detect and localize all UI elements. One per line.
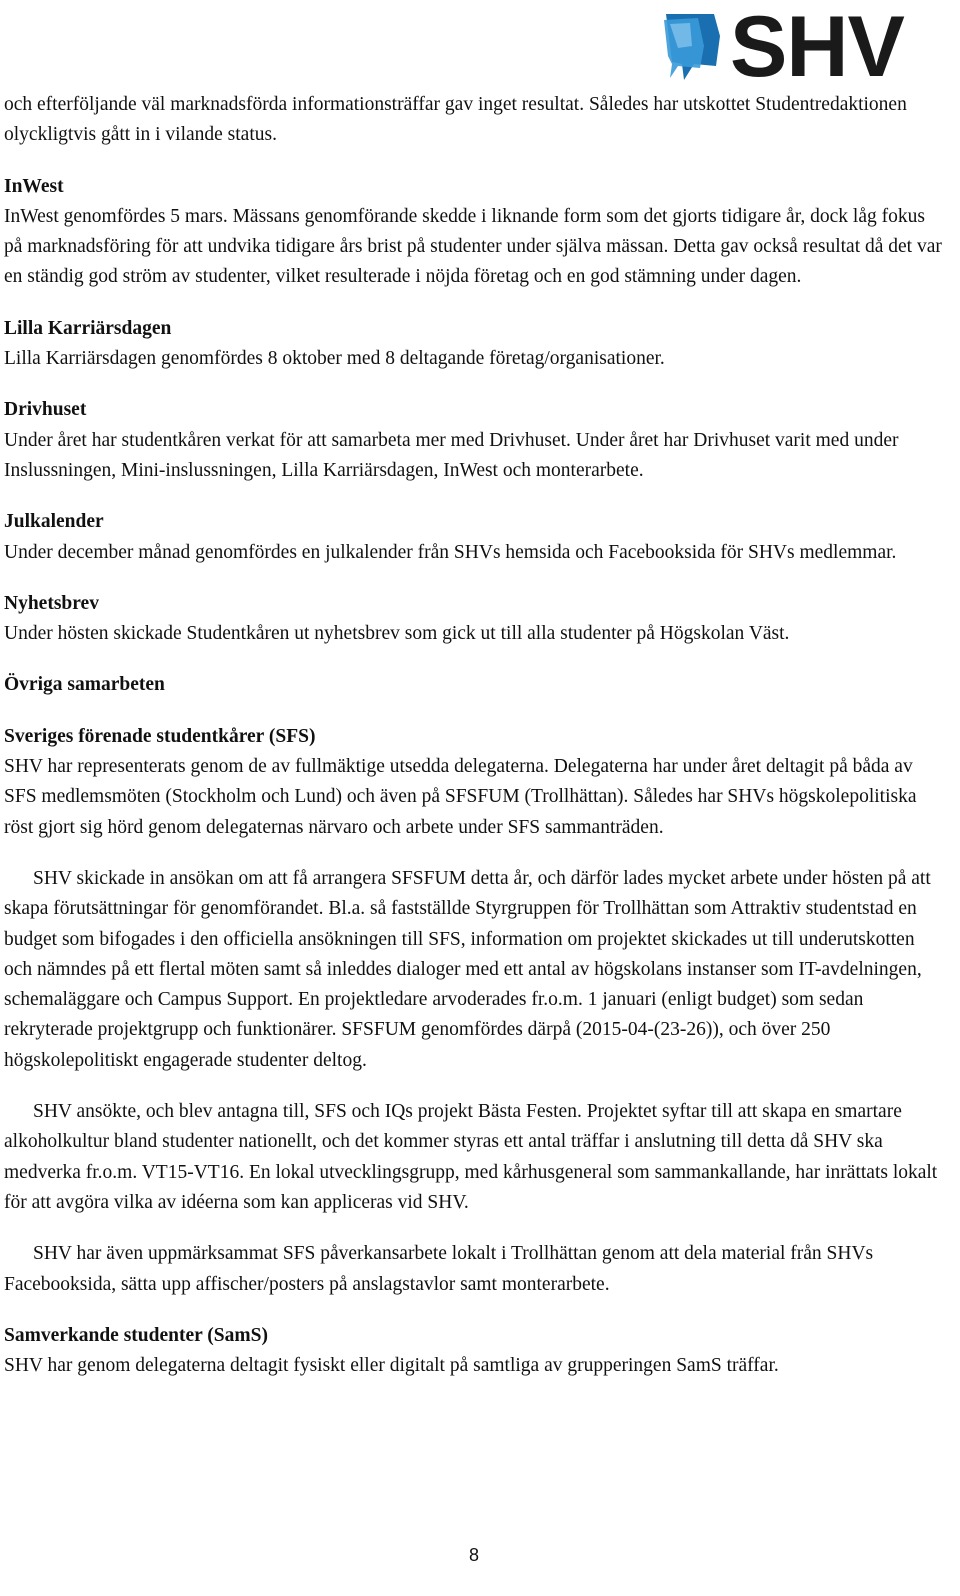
heading-inwest: InWest <box>4 175 64 197</box>
heading-julkalender: Julkalender <box>4 511 104 533</box>
heading-ovriga-samarbeten: Övriga samarbeten <box>4 674 165 696</box>
shv-logo <box>664 6 946 82</box>
paragraph-inwest: InWest genomfördes 5 mars. Mässans genomförande skedde i liknande form som det gjorts tidigare år, dock låg fokus på marknadsföring för att undvika tidigare års brist på studenter under själva mässan. Detta gav också resultat då det var en ständig god ström av studenter, vilket resulterade i nöjda företag och en god stämning under dagen. <box>4 205 942 288</box>
heading-sfs: Sveriges förenade studentkårer (SFS) <box>4 725 316 747</box>
heading-drivhuset: Drivhuset <box>4 399 87 421</box>
paragraph-drivhuset: Under året har studentkåren verkat för att samarbeta mer med Drivhuset. Under året har Drivhuset varit med under Inslussningen, Mini-inslussningen, Lilla Karriärsdagen, InWest och monterarbete. <box>4 429 899 481</box>
paragraph-sfs-4: SHV har även uppmärksammat SFS påverkansarbete lokalt i Trollhättan genom att dela material från SHVs Facebooksida, sätta upp affischer/posters på anslagstavlor samt monterarbete. <box>4 1243 874 1295</box>
shv-logo-graphic <box>664 6 946 82</box>
document-body <box>4 90 944 1402</box>
heading-sams: Samverkande studenter (SamS) <box>4 1324 268 1346</box>
paragraph-sfs-2: SHV skickade in ansökan om att få arrangera SFSFUM detta år, och därför lades mycket arbete under hösten på att skapa förutsättningar för genomförandet. Bl.a. så fastställde Styrgruppen för Trollhättan som Attraktiv studentstad en budget som bifogades i den officiella ansökningen till SFS, information om projektet skickades ut till underutskotten och nämndes på ett flertal möten samt så inleddes dialoger med ett antal av högskolans instanser som IT-avdelningen, schemaläggare och Campus Support. En projektledare arvoderades fr.o.m. 1 januari (enligt budget) som sedan rekryterade projektgrupp och funktionärer. SFSFUM genomfördes därpå (2015-04-(23-26)), och över 250 högskolepolitiskt engagerade studenter deltog. <box>4 867 931 1071</box>
paragraph-sfs-3: SHV ansökte, och blev antagna till, SFS och IQs projekt Bästa Festen. Projektet syftar till att skapa en smartare alkoholkultur bland studenter nationellt, och det kommer styras ett antal träffar i anslutning till detta då SHV ska medverka fr.o.m. VT15-VT16. En lokal utvecklingsgrupp, med kårhusgeneral som sammankallande, har inrättats lokalt för att avgöra vilka av idéerna som kan appliceras vid SHV. <box>4 1101 938 1213</box>
shv-speech-bubble-icon <box>664 14 720 80</box>
paragraph-julkalender: Under december månad genomfördes en julkalender från SHVs hemsida och Facebooksida för SHVs medlemmar. <box>4 541 897 563</box>
paragraph-lilla-karriarsdagen: Lilla Karriärsdagen genomfördes 8 oktober med 8 deltagande företag/organisationer. <box>4 348 665 370</box>
paragraph-sfs-1: SHV har representerats genom de av fullmäktige utsedda delegaterna. Delegaterna har under året deltagit på båda av SFS medlemsmöten (Stockholm och Lund) och även på SFSFUM (Trollhättan). Således har SHVs högskolepolitiska röst gjort sig hörd genom delegaternas närvaro och arbete under SFS sammanträden. <box>4 756 917 838</box>
heading-nyhetsbrev: Nyhetsbrev <box>4 592 99 614</box>
heading-lilla-karriarsdagen: Lilla Karriärsdagen <box>4 317 172 339</box>
logo-text: SHV <box>730 6 904 82</box>
paragraph-sams: SHV har genom delegaterna deltagit fysiskt eller digitalt på samtliga av grupperingen SamS träffar. <box>4 1355 779 1377</box>
paragraph-nyhetsbrev: Under hösten skickade Studentkåren ut nyhetsbrev som gick ut till alla studenter på Högskolan Väst. <box>4 623 790 645</box>
page-number: 8 <box>468 1545 479 1565</box>
intro-paragraph: och efterföljande väl marknadsförda informationsträffar gav inget resultat. Således har utskottet Studentredaktionen olyckligtvis gått in i vilande status. <box>4 94 907 146</box>
